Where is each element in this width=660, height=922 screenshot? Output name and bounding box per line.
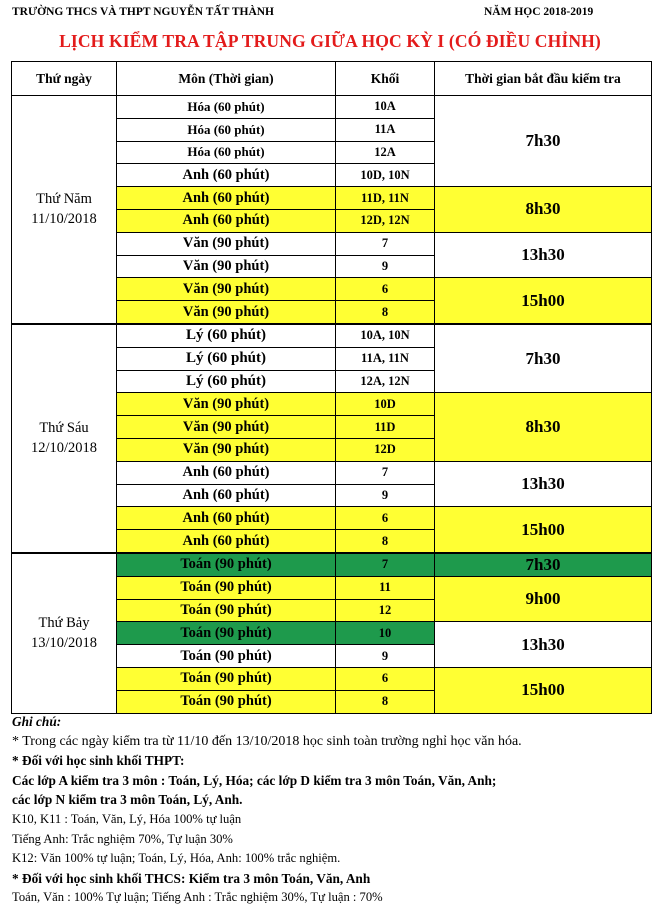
day-date: 11/10/2018 (31, 211, 97, 228)
subject-cell: Toán (90 phút) (117, 645, 336, 668)
grade-cell: 11A, 11N (336, 347, 435, 370)
grade-cell: 11A (336, 118, 435, 141)
table-body (12, 96, 652, 714)
note-line: K10, K11 : Toán, Văn, Lý, Hóa 100% tự luận (12, 811, 242, 826)
table-header-row (12, 62, 652, 96)
school-year: NĂM HỌC 2018-2019 (484, 6, 594, 18)
start-time-cell: 13h30 (435, 232, 652, 278)
grade-cell: 11 (336, 576, 435, 599)
subject-cell: Anh (60 phút) (117, 484, 336, 507)
subject-cell: Hóa (60 phút) (117, 118, 336, 141)
column-header-grade: Khối (336, 62, 435, 96)
subject-cell: Anh (60 phút) (117, 187, 336, 210)
subject-cell: Văn (90 phút) (117, 255, 336, 278)
column-header-start-time: Thời gian bắt đầu kiểm tra (435, 62, 652, 96)
page-title: LỊCH KIỂM TRA TẬP TRUNG GIỮA HỌC KỲ I (CÓ ĐIỀU CHỈNH) (59, 31, 601, 51)
subject-cell: Văn (90 phút) (117, 278, 336, 301)
start-time-cell: 7h30 (435, 324, 652, 393)
grade-cell: 10A (336, 96, 435, 119)
subject-cell: Văn (90 phút) (117, 416, 336, 439)
grade-cell: 7 (336, 553, 435, 576)
subject-cell: Lý (60 phút) (117, 324, 336, 347)
column-header-subject: Môn (Thời gian) (117, 62, 336, 96)
subject-cell: Toán (90 phút) (117, 622, 336, 645)
note-line: Tiếng Anh: Trắc nghiệm 70%, Tự luận 30% (12, 831, 233, 846)
start-time-cell: 9h00 (435, 576, 652, 622)
start-time-cell: 8h30 (435, 187, 652, 233)
school-name: TRƯỜNG THCS VÀ THPT NGUYỄN TẤT THÀNH (12, 6, 275, 18)
grade-cell: 9 (336, 645, 435, 668)
exam-schedule-table (11, 61, 652, 714)
subject-cell: Văn (90 phút) (117, 232, 336, 255)
note-line: Các lớp A kiểm tra 3 môn : Toán, Lý, Hóa; các lớp D kiểm tra 3 môn Toán, Văn, Anh; (12, 772, 497, 788)
subject-cell: Văn (90 phút) (117, 438, 336, 461)
notes-heading: Ghi chú: (12, 714, 62, 729)
grade-cell: 10D (336, 393, 435, 416)
start-time-cell: 7h30 (435, 96, 652, 187)
day-name: Thứ Bảy (38, 615, 90, 632)
grade-cell: 10D, 10N (336, 164, 435, 187)
grade-cell: 12A, 12N (336, 370, 435, 393)
grade-cell: 9 (336, 484, 435, 507)
subject-cell: Toán (90 phút) (117, 599, 336, 622)
subject-cell: Văn (90 phút) (117, 393, 336, 416)
grade-cell: 11D (336, 416, 435, 439)
subject-cell: Toán (90 phút) (117, 576, 336, 599)
start-time-cell: 13h30 (435, 461, 652, 507)
day-date: 13/10/2018 (30, 635, 98, 652)
grade-cell: 12 (336, 599, 435, 622)
subject-cell: Anh (60 phút) (117, 209, 336, 232)
subject-cell: Hóa (60 phút) (117, 141, 336, 164)
table-row (12, 553, 652, 576)
subject-cell: Văn (90 phút) (117, 301, 336, 324)
grade-cell: 8 (336, 690, 435, 713)
note-line: * Đối với học sinh khối THPT: (12, 753, 185, 769)
note-line: * Trong các ngày kiểm tra từ 11/10 đến 13/10/2018 học sinh toàn trường nghỉ học văn hóa. (12, 733, 522, 749)
start-time-cell: 15h00 (435, 507, 652, 553)
subject-cell: Anh (60 phút) (117, 530, 336, 553)
grade-cell: 10A, 10N (336, 324, 435, 347)
day-name: Thứ Sáu (39, 420, 89, 437)
start-time-cell: 15h00 (435, 278, 652, 324)
subject-cell: Lý (60 phút) (117, 347, 336, 370)
grade-cell: 7 (336, 232, 435, 255)
header-line (12, 6, 648, 22)
grade-cell: 10 (336, 622, 435, 645)
subject-cell: Anh (60 phút) (117, 164, 336, 187)
note-line: các lớp N kiểm tra 3 môn Toán, Lý, Anh. (12, 792, 243, 808)
column-header-day: Thứ ngày (12, 62, 117, 96)
grade-cell: 8 (336, 530, 435, 553)
subject-cell: Toán (90 phút) (117, 690, 336, 713)
subject-cell: Toán (90 phút) (117, 667, 336, 690)
notes-section (12, 712, 652, 908)
grade-cell: 6 (336, 667, 435, 690)
subject-cell: Anh (60 phút) (117, 507, 336, 530)
table-row (12, 96, 652, 119)
start-time-cell: 13h30 (435, 622, 652, 668)
day-date: 12/10/2018 (30, 440, 98, 457)
grade-cell: 12A (336, 141, 435, 164)
grade-cell: 6 (336, 278, 435, 301)
day-name: Thứ Năm (36, 191, 92, 208)
note-line: Toán, Văn : 100% Tự luận; Tiếng Anh : Trắc nghiệm 30%, Tự luận : 70% (12, 890, 383, 905)
start-time-cell: 7h30 (435, 553, 652, 576)
note-line: * Đối với học sinh khối THCS: Kiểm tra 3 môn Toán, Văn, Anh (12, 870, 371, 886)
grade-cell: 8 (336, 301, 435, 324)
subject-cell: Anh (60 phút) (117, 461, 336, 484)
subject-cell: Toán (90 phút) (117, 553, 336, 576)
grade-cell: 12D (336, 438, 435, 461)
grade-cell: 12D, 12N (336, 209, 435, 232)
grade-cell: 6 (336, 507, 435, 530)
note-line: K12: Văn 100% tự luận; Toán, Lý, Hóa, Anh: 100% trắc nghiệm. (12, 851, 341, 866)
grade-cell: 11D, 11N (336, 187, 435, 210)
day-cell (12, 96, 117, 324)
day-cell (12, 324, 117, 553)
grade-cell: 9 (336, 255, 435, 278)
subject-cell: Lý (60 phút) (117, 370, 336, 393)
start-time-cell: 8h30 (435, 393, 652, 461)
grade-cell: 7 (336, 461, 435, 484)
day-cell (12, 553, 117, 713)
subject-cell: Hóa (60 phút) (117, 96, 336, 119)
start-time-cell: 15h00 (435, 667, 652, 713)
table-row (12, 324, 652, 347)
